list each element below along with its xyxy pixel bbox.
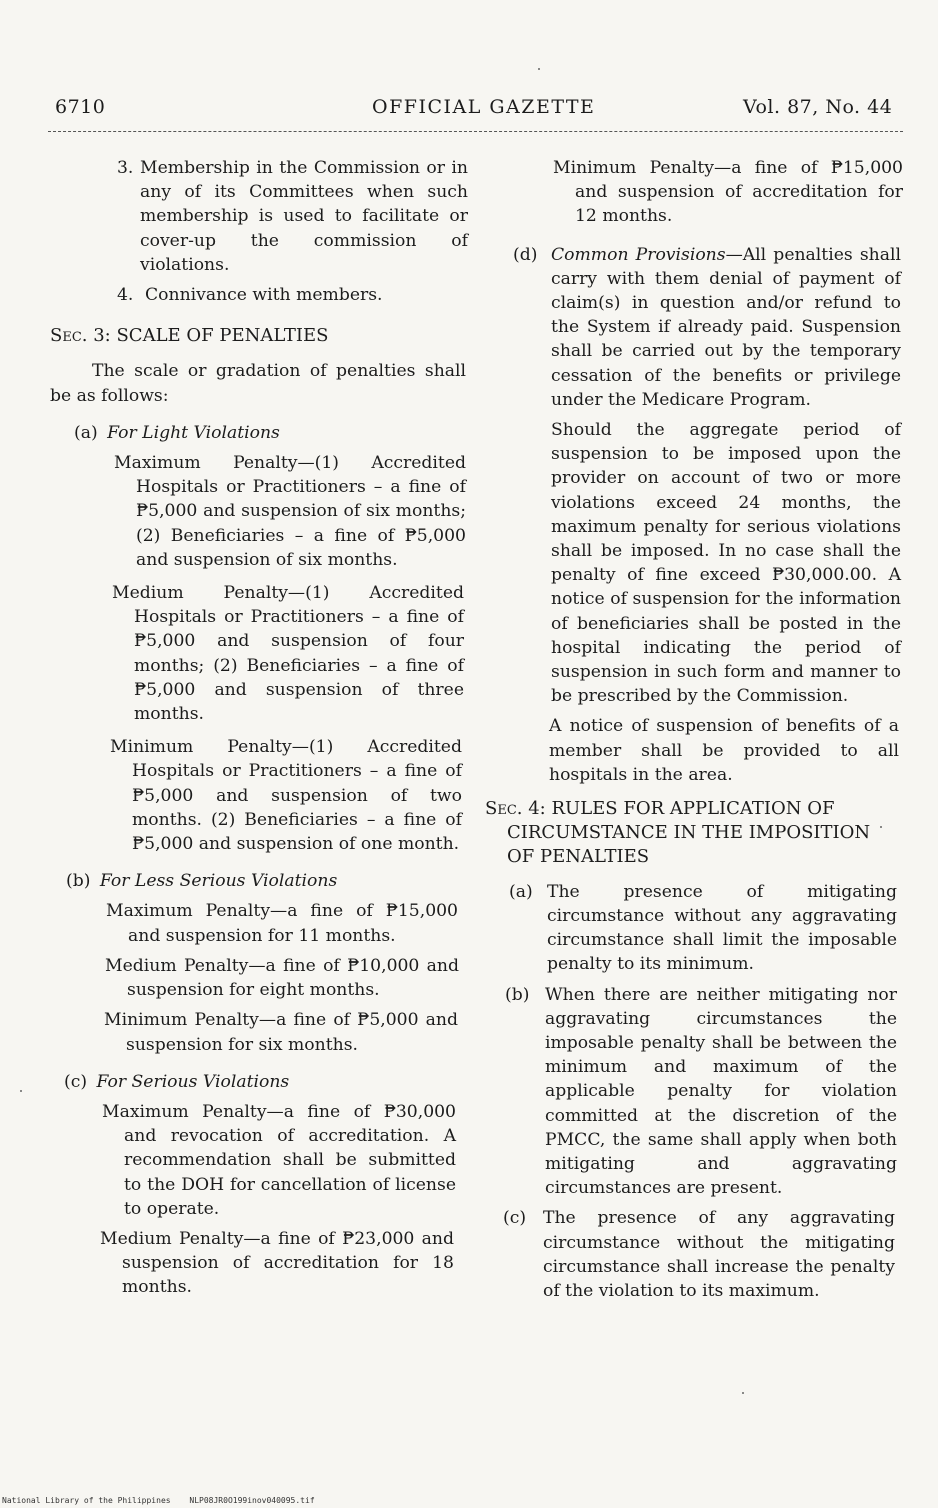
item-number: 3. (117, 158, 134, 178)
subsection-heading (50, 869, 470, 893)
subsection-title: For Serious Violations (96, 1071, 290, 1092)
publication-title: OFFICIAL GAZETTE (372, 96, 596, 118)
page-number: 6710 (55, 96, 106, 118)
section-title: RULES FOR APPLICATION OF CIRCUMSTANCE IN THE IMPOSITION OF PENALTIES (507, 798, 871, 868)
subsection-title: For Light Violations (107, 422, 280, 443)
rule-label: (b) (505, 984, 530, 1005)
list-item (50, 156, 468, 277)
subsection-title: For Less Serious Violations (99, 871, 338, 892)
section-title: SCALE OF PENALTIES (116, 325, 329, 347)
penalty-paragraph: Maximum Penalty—(1) Accredited Hospitals or Practitioners – a fine of ₱5,000 and suspension of six months; (2) Beneficiaries – a fine of ₱5,000 and suspension of six months. (114, 453, 466, 570)
item-number: 4. (117, 285, 134, 306)
footer-library: National Library of the Philippines (2, 1496, 171, 1505)
subsection-label: (c) (64, 1071, 88, 1092)
rule-text: When there are neither mitigating nor aggravating circumstances the imposable penalty shall be between the minimum and maximum of the applicable penalty for violation committed at the discretion of the PMCC, the same shall apply when both mitigating and aggravating circumstances are present. (545, 984, 897, 1199)
penalty-paragraph: Medium Penalty—(1) Accredited Hospitals or Practitioners – a fine of ₱5,000 and suspension of four months; (2) Beneficiaries – a fine of ₱5,000 and suspension of three months. (112, 583, 464, 725)
subsection-label: (a) (74, 422, 98, 443)
left-column (50, 156, 470, 1300)
scan-speck (20, 1090, 22, 1092)
section-number: Sec. 4: (485, 798, 546, 820)
subsection-label: (b) (66, 871, 91, 892)
rule-item (485, 1206, 895, 1303)
rule-label: (c) (503, 1208, 527, 1229)
rule-label: (a) (509, 881, 533, 902)
volume-number: Vol. 87, No. 44 (743, 96, 893, 118)
rule-text: The presence of any aggravating circumstance without the mitigating circumstance shall increase the penalty of the violation to its maximum. (543, 1208, 895, 1301)
penalty-paragraph: Minimum Penalty—(1) Accredited Hospitals or Practitioners – a fine of ₱5,000 and suspension of two months. (2) Beneficiaries – a fine of ₱5,000 and suspension of one month. (110, 737, 462, 855)
common-provisions (485, 243, 901, 412)
scan-footer (2, 1496, 315, 1505)
penalty-paragraph: Minimum Penalty—a fine of ₱5,000 and suspension for six months. (104, 1010, 458, 1055)
rule-item (485, 880, 897, 977)
penalty-paragraph: Minimum Penalty—a fine of ₱15,000 and suspension of accreditation for 12 months. (553, 158, 903, 227)
header-rule (48, 131, 903, 132)
provision-paragraph: A notice of suspension of benefits of a member shall be provided to all hospitals in the area. (549, 716, 899, 785)
section-intro: The scale or gradation of penalties shall be as follows: (50, 361, 466, 406)
penalty-paragraph: Medium Penalty—a fine of ₱23,000 and suspension of accreditation for 18 months. (100, 1228, 454, 1298)
subsection-heading (50, 421, 470, 445)
rule-item (485, 983, 897, 1201)
subsection-title: Common Provisions (551, 244, 726, 265)
list-item (50, 283, 470, 307)
item-text: Connivance with members. (145, 285, 383, 306)
penalty-paragraph: Maximum Penalty—a fine of ₱15,000 and suspension for 11 months. (106, 901, 458, 946)
scan-speck (538, 68, 540, 70)
item-text: Membership in the Commission or in any of its Committees when such membership is used to facilitate or cover-up the commission of violations. (140, 158, 468, 275)
scan-speck (742, 1392, 744, 1394)
penalty-paragraph: Medium Penalty—a fine of ₱10,000 and suspension for eight months. (105, 955, 459, 1001)
section-heading (485, 797, 899, 870)
right-column (485, 156, 905, 1303)
rule-text: The presence of mitigating circumstance without any aggravating circumstance shall limit the imposable penalty to its minimum. (547, 881, 897, 975)
subsection-label: (d) (513, 244, 538, 265)
subsection-heading (50, 1070, 470, 1094)
penalty-paragraph: Maximum Penalty—a fine of ₱30,000 and revocation of accreditation. A recommendation shall be submitted to the DOH for cancellation of license to operate. (102, 1101, 456, 1219)
scan-speck (880, 826, 882, 828)
common-provisions-text: Common Provisions—All penalties shall carry with them denial of payment of claim(s) in question and/or refund to the System if already paid. Suspension shall be carried out by the temporary cessation of the benefits or privilege under the Medicare Program. (551, 244, 901, 410)
section-heading (50, 324, 470, 348)
footer-file: NLP08JR0O199inov040095.tif (189, 1496, 315, 1505)
provision-paragraph: Should the aggregate period of suspension to be imposed upon the provider on account of two or more violations exceed 24 months, the maximum penalty for serious violations shall be imposed. In no case shall the penalty of fine exceed ₱30,000.00. A notice of suspension for the information of beneficiaries shall be posted in the hospital indicating the period of suspension in such form and manner to be prescribed by the Commission. (551, 420, 901, 707)
section-number: Sec. 3: (50, 325, 111, 347)
